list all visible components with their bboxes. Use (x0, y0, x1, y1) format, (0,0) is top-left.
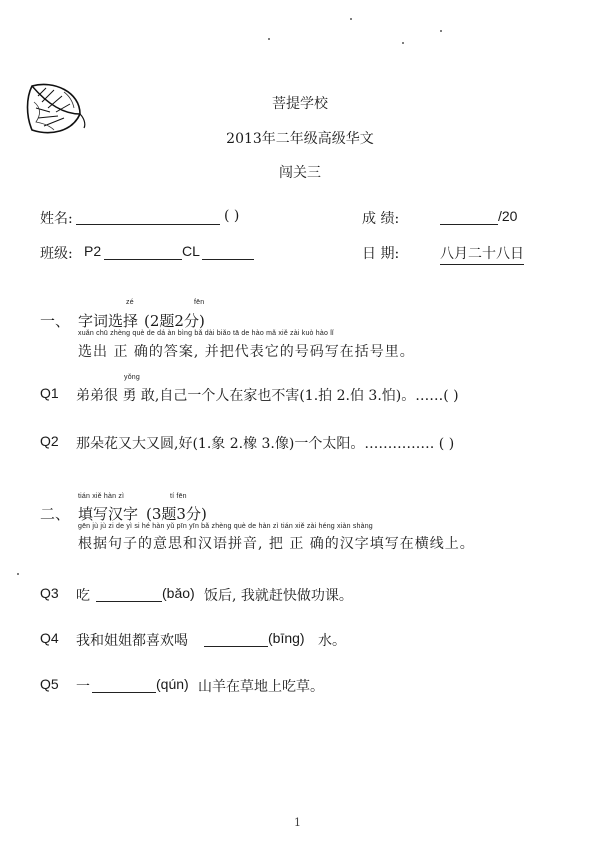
section1-marks-pinyin: fēn (194, 299, 205, 306)
section2-title-pinyin: tián xiě hàn zì (78, 493, 125, 500)
score-total: /20 (498, 208, 518, 224)
q3-number: Q3 (40, 585, 59, 601)
section2-number: 二、 (40, 505, 71, 523)
page-number: 1 (294, 816, 301, 829)
worksheet-title: 2013年二年级高级华文 (226, 131, 374, 147)
scan-speck (440, 30, 442, 32)
section1-title-pinyin: zé (126, 299, 134, 306)
section1-marks: (2题2分) (144, 312, 205, 330)
q3-before: 吃 (76, 588, 90, 604)
section2-title: 填写汉字 (78, 505, 139, 523)
q3-answer-blank[interactable] (96, 601, 162, 602)
name-field[interactable] (76, 224, 220, 225)
q5-pinyin-hint: (qún) (156, 676, 189, 692)
q4-after: 水。 (318, 633, 346, 649)
class-suffix-field[interactable] (202, 259, 254, 260)
q5-before: 一 (76, 679, 90, 695)
section2-marks-pinyin: tí fēn (170, 493, 187, 500)
name-label: 姓名: (40, 211, 73, 227)
q5-number: Q5 (40, 676, 59, 692)
section2-instruction-pinyin: gēn jù jù zi de yì si hé hàn yǔ pīn yīn bǎ zhèng què de hàn zì tián xiě zài héng xiàn shàng (78, 523, 373, 530)
section2-marks: (3题3分) (146, 505, 207, 523)
q3-pinyin-hint: (bǎo) (162, 585, 195, 601)
q1-text: 弟弟很 勇 敢,自己一个人在家也不害(1.拍 2.伯 3.怕)。……( ) (76, 388, 459, 404)
q4-pinyin-hint: (bīng) (268, 630, 305, 646)
class-value: P2 (84, 243, 102, 259)
score-label: 成 绩: (362, 211, 400, 227)
section1-instruction: 选出 正 确的答案, 并把代表它的号码写在括号里。 (78, 344, 415, 360)
class-suffix: CL (182, 243, 200, 259)
q1-number: Q1 (40, 385, 59, 401)
scan-speck (17, 573, 19, 575)
section2-instruction: 根据句子的意思和汉语拼音, 把 正 确的汉字填写在横线上。 (78, 536, 475, 552)
scan-speck (268, 38, 270, 40)
school-name: 菩提学校 (272, 96, 328, 112)
class-field[interactable] (104, 259, 182, 260)
q4-number: Q4 (40, 630, 59, 646)
q2-number: Q2 (40, 433, 59, 449)
section1-instruction-pinyin: xuǎn chū zhèng què de dá àn bìng bǎ dài biǎo tā de hào mǎ xiě zài kuò hào lǐ (78, 330, 334, 337)
date-value: 八月二十八日 (440, 243, 524, 265)
name-number-paren: ( ) (224, 208, 240, 224)
q4-before: 我和姐姐都喜欢喝 (76, 633, 188, 649)
q5-answer-blank[interactable] (92, 692, 156, 693)
q5-after: 山羊在草地上吃草。 (198, 679, 324, 695)
q2-text: 那朵花又大又圆,好(1.象 2.橡 3.像)一个太阳。…………… ( ) (76, 436, 455, 452)
worksheet-subtitle: 闯关三 (279, 165, 321, 181)
date-label: 日 期: (362, 246, 400, 262)
score-field[interactable] (440, 224, 498, 225)
section1-title: 字词选择 (78, 312, 139, 330)
scan-speck (402, 42, 404, 44)
scan-speck (350, 18, 352, 20)
section1-number: 一、 (40, 312, 71, 330)
q4-answer-blank[interactable] (204, 646, 268, 647)
q1-pinyin: yǒng (124, 374, 140, 381)
q3-after: 饭后, 我就赶快做功课。 (204, 588, 353, 604)
class-label: 班级: (40, 246, 73, 262)
